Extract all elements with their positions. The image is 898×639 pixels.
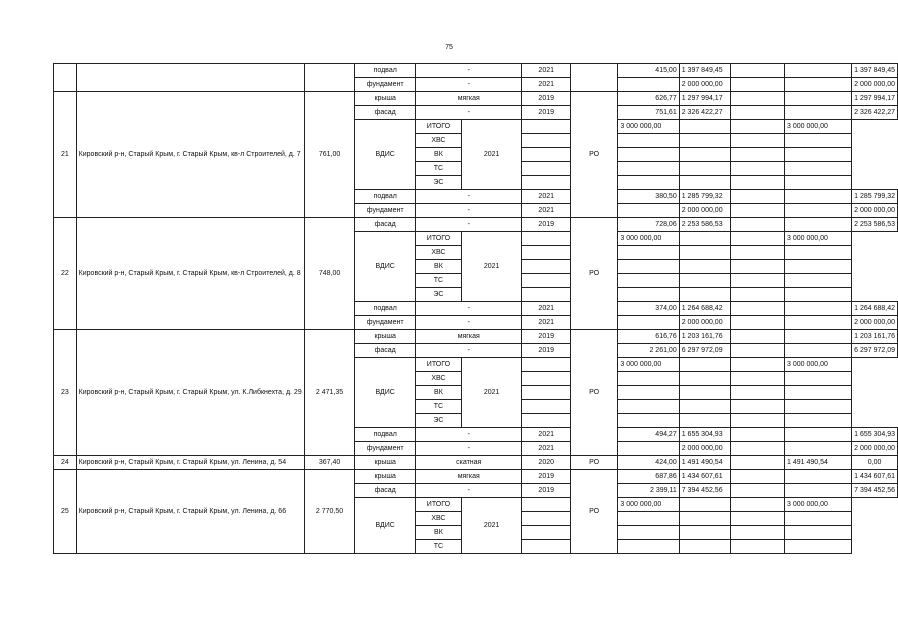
table-row (54, 64, 898, 78)
empty-cell (731, 64, 785, 78)
empty-cell (731, 456, 785, 470)
subtype-cell: скатная (415, 456, 522, 470)
total-cell: 1 397 849,45 (852, 64, 898, 78)
vdis-subsystem-cell: ТС (415, 540, 461, 554)
empty-cell (731, 246, 785, 260)
empty-cell (731, 470, 785, 484)
cost-cell: 6 297 972,09 (679, 344, 731, 358)
empty-cell (731, 274, 785, 288)
element-cell: подвал (355, 428, 416, 442)
total-cell (784, 148, 851, 162)
total-cell: 1 434 607,61 (852, 470, 898, 484)
year-cell: 2021 (522, 428, 570, 442)
total-cell: 6 297 972,09 (852, 344, 898, 358)
empty-cell (731, 120, 785, 134)
area-cell: 367,40 (304, 456, 355, 470)
total-cell: 1 297 994,17 (852, 92, 898, 106)
empty-cell (731, 358, 785, 372)
element-cell: фундамент (355, 442, 416, 456)
vdis-subsystem-cell: ВК (415, 148, 461, 162)
cost-cell (618, 386, 679, 400)
cost-cell: 1 297 994,17 (679, 92, 731, 106)
element-cell: фасад (355, 484, 416, 498)
subtype-cell: мягкая (415, 92, 522, 106)
subtype-cell: - (415, 190, 522, 204)
volume-cell (618, 442, 679, 456)
empty-cell (679, 246, 731, 260)
empty-cell (731, 414, 785, 428)
empty-cell (784, 344, 851, 358)
volume-cell (618, 204, 679, 218)
table-row (54, 470, 898, 484)
vdis-subsystem-cell: ХВС (415, 134, 461, 148)
empty-cell (679, 540, 731, 554)
year-cell: 2019 (522, 484, 570, 498)
volume-cell: 380,50 (618, 190, 679, 204)
vdis-subsystem-cell: ИТОГО (415, 120, 461, 134)
volume-cell (522, 134, 570, 148)
vdis-cell: ВДИС (355, 498, 416, 554)
empty-cell (731, 344, 785, 358)
empty-cell (784, 218, 851, 232)
area-cell (304, 64, 355, 92)
element-cell: фундамент (355, 204, 416, 218)
empty-cell (731, 134, 785, 148)
total-cell (784, 246, 851, 260)
year-cell: 2021 (522, 442, 570, 456)
empty-cell (731, 162, 785, 176)
vdis-subsystem-cell: ТС (415, 400, 461, 414)
subtype-cell: - (415, 302, 522, 316)
empty-cell (679, 134, 731, 148)
year-cell: 2021 (522, 316, 570, 330)
empty-cell (784, 470, 851, 484)
volume-cell: 374,00 (618, 302, 679, 316)
table-row (54, 218, 898, 232)
empty-cell (679, 176, 731, 190)
vdis-cell: ВДИС (355, 358, 416, 428)
year-cell: 2021 (461, 232, 522, 302)
volume-cell: 2 261,00 (618, 344, 679, 358)
subtype-cell: - (415, 78, 522, 92)
volume-cell (618, 316, 679, 330)
cost-cell: 3 000 000,00 (618, 120, 679, 134)
cost-cell (618, 148, 679, 162)
empty-cell (731, 526, 785, 540)
total-cell (784, 274, 851, 288)
cost-cell (618, 246, 679, 260)
element-cell: подвал (355, 190, 416, 204)
volume-cell: 687,86 (618, 470, 679, 484)
year-cell: 2021 (522, 78, 570, 92)
volume-cell (522, 414, 570, 428)
empty-cell (679, 526, 731, 540)
cost-cell: 7 394 452,56 (679, 484, 731, 498)
element-cell: крыша (355, 456, 416, 470)
volume-cell (522, 400, 570, 414)
total-cell (784, 260, 851, 274)
element-cell: крыша (355, 330, 416, 344)
area-cell: 2 770,50 (304, 470, 355, 554)
num-cell: 21 (54, 92, 77, 218)
address-cell: Кировский р-н, Старый Крым, г. Старый Крым, кв-л Строителей, д. 8 (76, 218, 304, 330)
total-cell (784, 414, 851, 428)
cost-cell (618, 274, 679, 288)
vdis-subsystem-cell: ВК (415, 260, 461, 274)
empty-cell (731, 148, 785, 162)
year-cell: 2020 (522, 456, 570, 470)
element-cell: подвал (355, 64, 416, 78)
empty-cell (679, 414, 731, 428)
volume-cell (522, 498, 570, 512)
element-cell: фундамент (355, 78, 416, 92)
empty-cell (784, 106, 851, 120)
cost-cell (618, 176, 679, 190)
subtype-cell: мягкая (415, 470, 522, 484)
total-cell (784, 512, 851, 526)
cost-cell (618, 134, 679, 148)
cost-cell: 2 000 000,00 (679, 204, 731, 218)
volume-cell (522, 246, 570, 260)
vdis-subsystem-cell: ИТОГО (415, 498, 461, 512)
year-cell: 2019 (522, 344, 570, 358)
volume-cell (522, 274, 570, 288)
total-cell (784, 386, 851, 400)
empty-cell (731, 484, 785, 498)
vdis-subsystem-cell: ЭС (415, 414, 461, 428)
empty-cell (731, 498, 785, 512)
volume-cell: 415,00 (618, 64, 679, 78)
volume-cell: 424,00 (618, 456, 679, 470)
area-cell: 2 471,35 (304, 330, 355, 456)
repair-schedule-table (53, 63, 898, 554)
empty-cell (731, 512, 785, 526)
volume-cell (522, 148, 570, 162)
total-cell: 1 203 161,76 (852, 330, 898, 344)
volume-cell (522, 288, 570, 302)
type-cell: РО (570, 470, 617, 554)
total-cell: 2 000 000,00 (852, 78, 898, 92)
volume-cell: 2 399,11 (618, 484, 679, 498)
cost-cell: 2 326 422,27 (679, 106, 731, 120)
volume-cell (522, 260, 570, 274)
cost-cell: 1 397 849,45 (679, 64, 731, 78)
empty-cell (679, 260, 731, 274)
total-cell: 3 000 000,00 (784, 120, 851, 134)
volume-cell (522, 120, 570, 134)
volume-cell (522, 372, 570, 386)
total-cell: 3 000 000,00 (784, 498, 851, 512)
type-cell (570, 64, 617, 92)
volume-cell: 626,77 (618, 92, 679, 106)
empty-cell (679, 120, 731, 134)
vdis-subsystem-cell: ЭС (415, 176, 461, 190)
empty-cell (784, 316, 851, 330)
empty-cell (784, 442, 851, 456)
volume-cell (522, 386, 570, 400)
table-row (54, 92, 898, 106)
empty-cell (784, 190, 851, 204)
empty-cell (679, 372, 731, 386)
vdis-subsystem-cell: ТС (415, 274, 461, 288)
total-cell: 2 000 000,00 (852, 204, 898, 218)
subtype-cell: - (415, 218, 522, 232)
total-cell: 2 000 000,00 (852, 442, 898, 456)
vdis-cell: ВДИС (355, 120, 416, 190)
total-cell (784, 372, 851, 386)
empty-cell (731, 106, 785, 120)
volume-cell (522, 540, 570, 554)
year-cell: 2021 (461, 120, 522, 190)
num-cell: 22 (54, 218, 77, 330)
cost-cell: 2 253 586,53 (679, 218, 731, 232)
empty-cell (784, 92, 851, 106)
empty-cell (679, 512, 731, 526)
element-cell: фасад (355, 344, 416, 358)
year-cell: 2021 (522, 190, 570, 204)
total-cell: 3 000 000,00 (784, 358, 851, 372)
cost-cell: 1 264 688,42 (679, 302, 731, 316)
cost-cell: 3 000 000,00 (618, 498, 679, 512)
empty-cell (784, 78, 851, 92)
address-cell: Кировский р-н, Старый Крым, г. Старый Крым, кв-л Строителей, д. 7 (76, 92, 304, 218)
cost-cell: 2 000 000,00 (679, 78, 731, 92)
empty-cell (679, 162, 731, 176)
empty-cell (784, 302, 851, 316)
cost-cell (618, 400, 679, 414)
empty-cell (731, 92, 785, 106)
type-cell: РО (570, 92, 617, 218)
vdis-subsystem-cell: ВК (415, 386, 461, 400)
empty-cell (679, 386, 731, 400)
vdis-subsystem-cell: ХВС (415, 372, 461, 386)
vdis-subsystem-cell: ХВС (415, 512, 461, 526)
empty-cell (784, 64, 851, 78)
subtype-cell: мягкая (415, 330, 522, 344)
subtype-cell: - (415, 428, 522, 442)
year-cell: 2019 (522, 218, 570, 232)
cost-cell: 1 203 161,76 (679, 330, 731, 344)
empty-cell (679, 148, 731, 162)
total-cell (784, 288, 851, 302)
empty-cell (731, 316, 785, 330)
cost-cell: 1 434 607,61 (679, 470, 731, 484)
year-cell: 2021 (522, 204, 570, 218)
cost-cell (618, 162, 679, 176)
volume-cell: 728,06 (618, 218, 679, 232)
empty-cell (731, 204, 785, 218)
cost-cell (618, 372, 679, 386)
volume-cell (522, 358, 570, 372)
empty-cell (731, 232, 785, 246)
empty-cell (784, 330, 851, 344)
empty-cell (731, 78, 785, 92)
vdis-subsystem-cell: ИТОГО (415, 232, 461, 246)
total-cell: 0,00 (852, 456, 898, 470)
volume-cell: 494,27 (618, 428, 679, 442)
address-cell: Кировский р-н, Старый Крым, г. Старый Крым, ул. Ленина, д. 54 (76, 456, 304, 470)
type-cell: РО (570, 218, 617, 330)
table-row (54, 330, 898, 344)
cost-cell: 1 491 490,54 (679, 456, 731, 470)
empty-cell (731, 372, 785, 386)
cost-cell (618, 526, 679, 540)
empty-cell (679, 358, 731, 372)
total-cell: 2 000 000,00 (852, 316, 898, 330)
vdis-subsystem-cell: ВК (415, 526, 461, 540)
cost-cell (618, 260, 679, 274)
subtype-cell: - (415, 106, 522, 120)
empty-cell (679, 498, 731, 512)
subtype-cell: - (415, 484, 522, 498)
total-cell: 3 000 000,00 (784, 232, 851, 246)
empty-cell (731, 176, 785, 190)
empty-cell (731, 428, 785, 442)
year-cell: 2021 (522, 302, 570, 316)
volume-cell (522, 232, 570, 246)
vdis-subsystem-cell: ХВС (415, 246, 461, 260)
empty-cell (731, 288, 785, 302)
total-cell (784, 540, 851, 554)
cost-cell: 3 000 000,00 (618, 232, 679, 246)
element-cell: подвал (355, 302, 416, 316)
vdis-subsystem-cell: ТС (415, 162, 461, 176)
cost-cell (618, 540, 679, 554)
subtype-cell: - (415, 316, 522, 330)
year-cell: 2019 (522, 92, 570, 106)
empty-cell (784, 484, 851, 498)
total-cell: 2 326 422,27 (852, 106, 898, 120)
type-cell: РО (570, 330, 617, 456)
total-cell: 1 264 688,42 (852, 302, 898, 316)
total-cell: 1 655 304,93 (852, 428, 898, 442)
total-cell (784, 162, 851, 176)
empty-cell (731, 442, 785, 456)
empty-cell (784, 204, 851, 218)
subtype-cell: - (415, 442, 522, 456)
volume-cell (618, 78, 679, 92)
empty-cell (731, 330, 785, 344)
empty-cell (784, 428, 851, 442)
area-cell: 748,00 (304, 218, 355, 330)
type-cell: РО (570, 456, 617, 470)
table-row (54, 456, 898, 470)
address-cell (76, 64, 304, 92)
element-cell: крыша (355, 470, 416, 484)
cost-cell (618, 288, 679, 302)
page-number: 75 (445, 44, 453, 51)
total-cell: 7 394 452,56 (852, 484, 898, 498)
num-cell: 24 (54, 456, 77, 470)
year-cell: 2021 (461, 498, 522, 554)
volume-cell: 751,61 (618, 106, 679, 120)
area-cell: 761,00 (304, 92, 355, 218)
empty-cell (679, 232, 731, 246)
empty-cell (731, 386, 785, 400)
vdis-subsystem-cell: ЭС (415, 288, 461, 302)
total-cell (784, 134, 851, 148)
subtype-cell: - (415, 64, 522, 78)
cost-cell: 1 655 304,93 (679, 428, 731, 442)
element-cell: фасад (355, 106, 416, 120)
volume-cell (522, 176, 570, 190)
empty-cell (731, 260, 785, 274)
subtype-cell: - (415, 204, 522, 218)
cost-cell (618, 414, 679, 428)
empty-cell (731, 218, 785, 232)
year-cell: 2019 (522, 330, 570, 344)
volume-cell (522, 162, 570, 176)
element-cell: фасад (355, 218, 416, 232)
volume-cell: 616,76 (618, 330, 679, 344)
year-cell: 2021 (461, 358, 522, 428)
address-cell: Кировский р-н, Старый Крым, г. Старый Крым, ул. Ленина, д. 66 (76, 470, 304, 554)
volume-cell (522, 512, 570, 526)
total-cell (784, 176, 851, 190)
volume-cell (522, 526, 570, 540)
year-cell: 2021 (522, 64, 570, 78)
empty-cell (731, 190, 785, 204)
empty-cell (731, 302, 785, 316)
total-cell (784, 400, 851, 414)
empty-cell (731, 400, 785, 414)
empty-cell (679, 400, 731, 414)
cost-cell: 2 000 000,00 (679, 442, 731, 456)
cost-cell: 3 000 000,00 (618, 358, 679, 372)
extra-cell: 1 491 490,54 (784, 456, 851, 470)
cost-cell: 2 000 000,00 (679, 316, 731, 330)
total-cell (784, 526, 851, 540)
vdis-cell: ВДИС (355, 232, 416, 302)
element-cell: крыша (355, 92, 416, 106)
empty-cell (731, 540, 785, 554)
num-cell (54, 64, 77, 92)
subtype-cell: - (415, 344, 522, 358)
empty-cell (679, 288, 731, 302)
num-cell: 23 (54, 330, 77, 456)
vdis-subsystem-cell: ИТОГО (415, 358, 461, 372)
address-cell: Кировский р-н, Старый Крым, г. Старый Крым, ул. К.Либкнехта, д. 29 (76, 330, 304, 456)
year-cell: 2019 (522, 106, 570, 120)
cost-cell (618, 512, 679, 526)
total-cell: 1 285 799,32 (852, 190, 898, 204)
empty-cell (679, 274, 731, 288)
total-cell: 2 253 586,53 (852, 218, 898, 232)
num-cell: 25 (54, 470, 77, 554)
year-cell: 2019 (522, 470, 570, 484)
cost-cell: 1 285 799,32 (679, 190, 731, 204)
element-cell: фундамент (355, 316, 416, 330)
